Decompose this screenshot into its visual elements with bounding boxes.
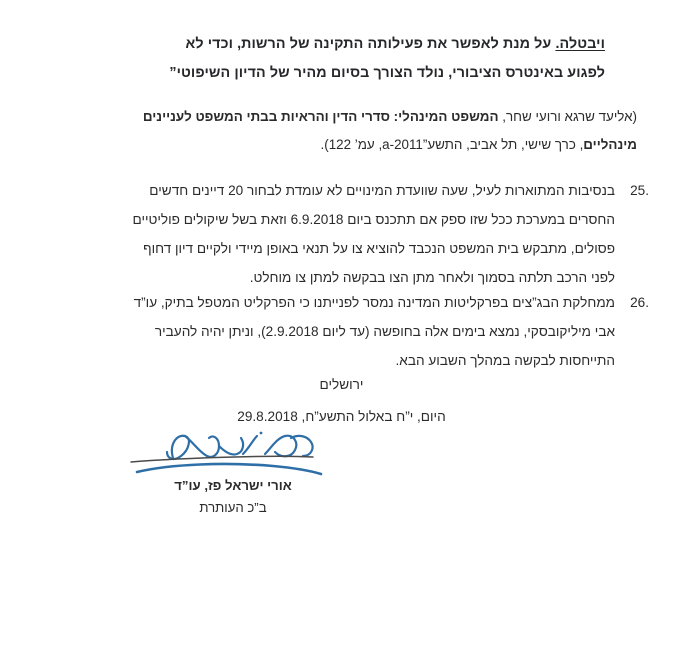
closing-dateline: היום, י”ח באלול התשע”ח, 29.8.2018 (237, 409, 446, 424)
signer-role: ב”כ העותרת (199, 500, 267, 515)
paragraph-25-line-4: לפני הרכב תלתה בסמוך ולאחר מתן הצו בבקשה למתן צו מוחלט. (249, 270, 615, 285)
quote-block (60, 30, 605, 88)
citation-rest: , כרך שישי, תל אביב, התשע”a-2011, עמ’ 122). (320, 137, 584, 152)
paragraph-26-line-2: אבי מיליקובסקי, נמצא בימים אלה בחופשה (עד ליום 2.9.2018), וניתן יהיה להעביר (154, 324, 615, 339)
citation-authors: אליעד שרגא ורועי שחר, (498, 109, 633, 124)
paragraph-25-line-1: בנסיבות המתוארות לעיל, שעה שוועדת המינויים לא עומדת לבחור 20 דיינים חדשים (149, 183, 615, 198)
paragraph-25 (40, 176, 649, 292)
paragraph-25-number: 25. (630, 183, 649, 198)
citation-line2 (48, 131, 637, 159)
paragraph-25-line-3: פסולים, מתבקש בית המשפט הנכבד להוציא צו על תנאי באופן מיידי ולקיים דיון דחוף (143, 241, 615, 256)
quote-line2: לפגוע באינטרס הציבורי, נולד הצורך בסיום מהיר של הדיון השיפוטי” (169, 65, 605, 81)
handwritten-signature-icon (115, 424, 351, 484)
paragraph-26-number: 26. (630, 295, 649, 310)
signer-name: אורי ישראל פז, עו”ד (174, 478, 292, 493)
citation-block (48, 103, 637, 159)
citation-title-part1: המשפט המינהלי: סדרי הדין והראיות בבתי המשפט לעניינים (142, 109, 499, 124)
closing-city: ירושלים (319, 377, 364, 392)
citation-title-part2: מינהליים (583, 137, 637, 152)
quote-line1-rest: על מנת לאפשר את פעילותה התקינה של הרשות, וכדי לא (185, 36, 556, 52)
signature-block (115, 424, 351, 520)
paragraph-25-line-2: החסרים במערכת ככל שזו ספק אם תתכנס ביום 6.9.2018 וזאת בשל שיקולים פוליטיים (132, 212, 615, 227)
quote-underlined-word: ויבטלה. (555, 36, 605, 52)
citation-open-paren: ( (632, 109, 637, 124)
paragraph-26-line-3: התייחסות לבקשה במהלך השבוע הבא. (395, 353, 615, 368)
paragraph-26-line-1: ממחלקת הבג”צים בפרקליטות המדינה נמסר לפנייתנו כי הפרקליט המטפל בתיק, עו”ד (133, 295, 615, 310)
paragraph-26 (40, 288, 649, 375)
